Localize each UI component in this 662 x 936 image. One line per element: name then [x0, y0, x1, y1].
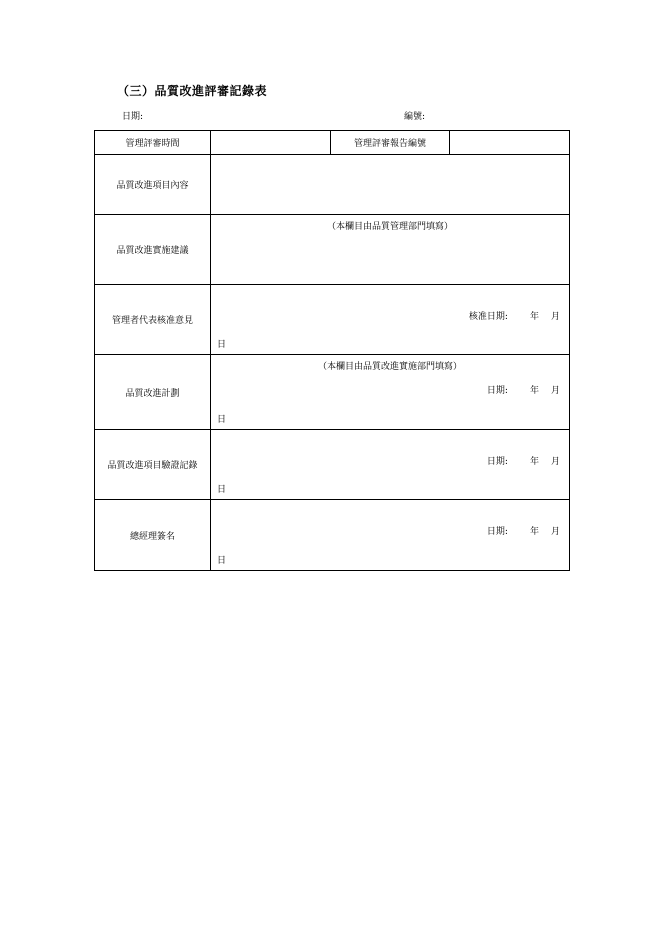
gm-signature-field[interactable]: [211, 500, 570, 571]
year-label: 年: [529, 457, 539, 467]
month-label: 月: [550, 312, 560, 322]
table-row: [95, 355, 570, 430]
verification-record-label: 品質改進項目驗證記錄: [95, 430, 211, 500]
improvement-plan-label: 品質改進計劃: [95, 355, 211, 430]
day-label: 日: [217, 556, 227, 566]
table-row: [95, 215, 570, 285]
plan-date-line: [487, 383, 560, 396]
month-label: 月: [550, 527, 560, 537]
quality-dept-note: （本欄目由品質管理部門填寫）: [326, 222, 453, 232]
approval-date-label: 核准日期:: [468, 312, 508, 322]
review-record-table: [94, 130, 570, 571]
signature-date-line: [487, 524, 560, 537]
verification-record-field[interactable]: [211, 430, 570, 500]
number-label: 編號:: [404, 112, 426, 122]
year-label: 年: [529, 527, 539, 537]
implementation-dept-note: （本欄目由品質改進實施部門填寫）: [317, 362, 462, 372]
implementation-suggestion-label: 品質改進實施建議: [95, 215, 211, 285]
review-time-label: 管理評審時間: [95, 131, 211, 155]
verification-date-label: 日期:: [486, 457, 508, 467]
date-label: 日期:: [122, 112, 144, 122]
month-label: 月: [550, 457, 560, 467]
table-row: [95, 500, 570, 571]
improvement-content-label: 品質改進項目內容: [95, 155, 211, 215]
approval-date-line: [469, 309, 560, 322]
review-time-field[interactable]: [211, 131, 331, 155]
day-label: 日: [217, 415, 227, 425]
table-row: [95, 285, 570, 355]
management-approval-field[interactable]: [211, 285, 570, 355]
year-label: 年: [529, 386, 539, 396]
implementation-suggestion-field[interactable]: [211, 215, 570, 285]
day-label: 日: [217, 485, 227, 495]
table-row: [95, 430, 570, 500]
signature-date-label: 日期:: [486, 527, 508, 537]
management-approval-label: 管理者代表核准意見: [95, 285, 211, 355]
verification-date-line: [487, 454, 560, 467]
day-label: 日: [217, 340, 227, 350]
year-label: 年: [529, 312, 539, 322]
table-row: [95, 131, 570, 155]
form-title: （三）品質改進評審記錄表: [117, 84, 268, 98]
table-row: [95, 155, 570, 215]
plan-date-label: 日期:: [486, 386, 508, 396]
report-number-field[interactable]: [450, 131, 570, 155]
improvement-plan-field[interactable]: [211, 355, 570, 430]
month-label: 月: [550, 386, 560, 396]
improvement-content-field[interactable]: [211, 155, 570, 215]
report-number-label: 管理評審報告編號: [331, 131, 450, 155]
gm-signature-label: 總經理簽名: [95, 500, 211, 571]
